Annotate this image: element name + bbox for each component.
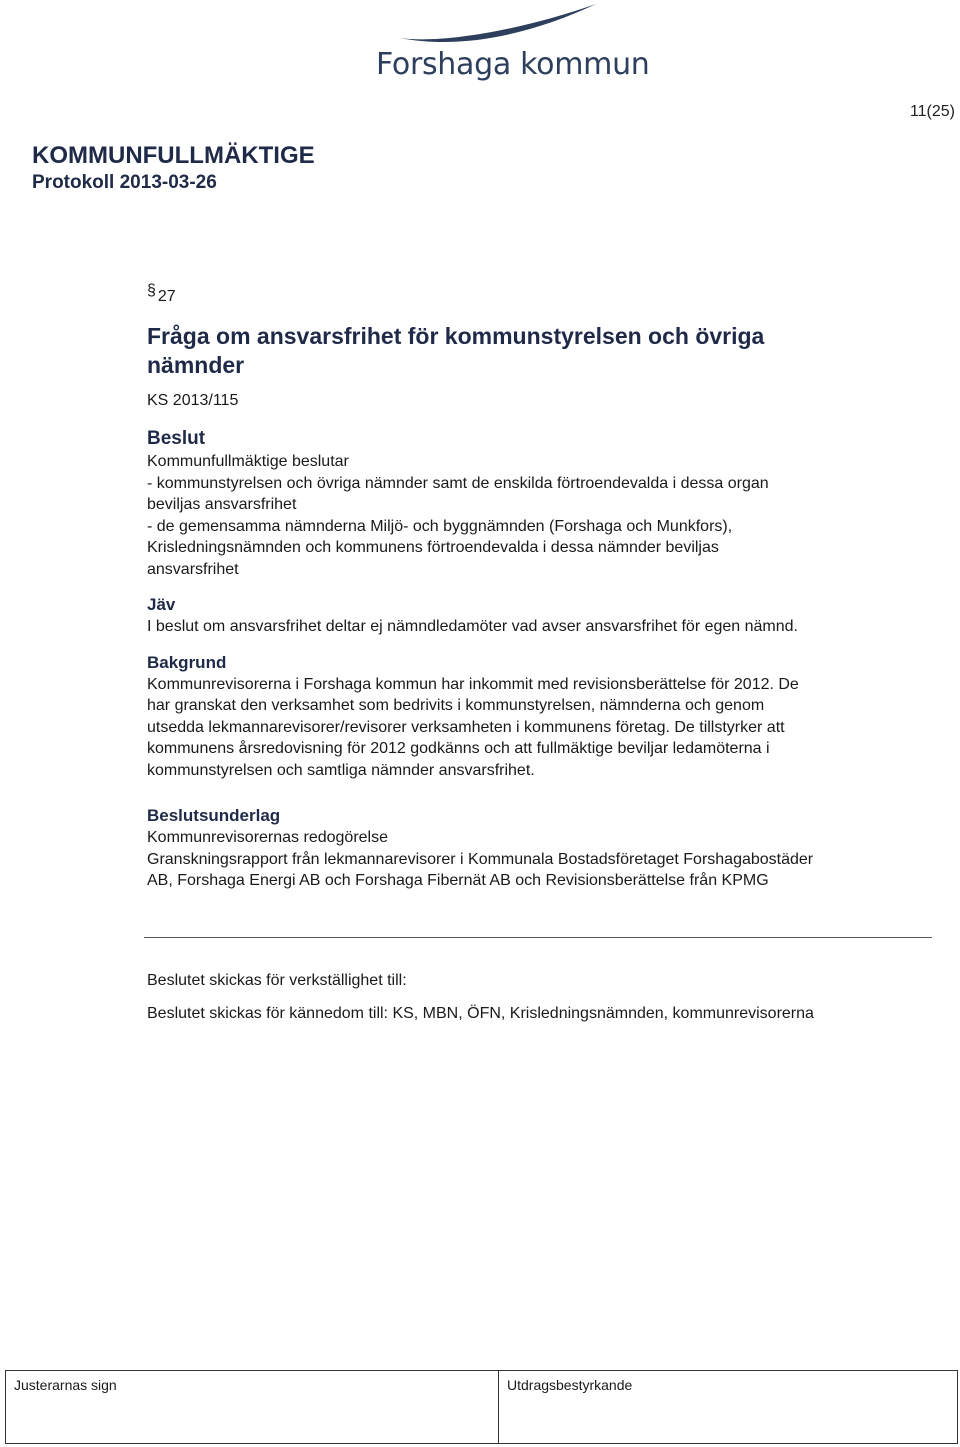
paragraph-number xyxy=(147,280,937,308)
signature-footer xyxy=(5,1370,958,1444)
beslutsunderlag-line: Granskningsrapport från lekmannarevisorer i Kommunala Bostadsföretaget Forshagabostäder xyxy=(147,850,814,868)
bakgrund-section xyxy=(147,652,937,782)
justerarnas-sign-label: Justerarnas sign xyxy=(14,1377,117,1393)
utdragsbestyrkande-cell xyxy=(499,1371,957,1443)
jav-line: I beslut om ansvarsfrihet deltar ej nämndledamöter vad avser ansvarsfrihet för egen nämnd. xyxy=(147,618,798,635)
case-number: KS 2013/115 xyxy=(147,391,239,409)
section-symbol: § xyxy=(147,282,156,299)
paragraph-title-line: nämnder xyxy=(147,351,245,378)
distribution-kannedom: Beslutet skickas för kännedom till: KS, MBN, ÖFN, Krisledningsnämnden, kommunrevisorerna xyxy=(147,1005,814,1022)
jav-section xyxy=(147,594,937,638)
paragraph-number-value: 27 xyxy=(157,288,176,305)
beslutsunderlag-section xyxy=(147,805,937,892)
bakgrund-line: har granskat den verksamhet som bedrivits i kommunstyrelsen, nämnderna och genom xyxy=(147,697,765,714)
logo-text: Forshaga kommun xyxy=(376,47,650,82)
beslut-line: - kommunstyrelsen och övriga nämnder samt de enskilda förtroendevalda i dessa organ xyxy=(147,474,769,492)
beslut-line: Krisledningsnämnden och kommunens förtroendevalda i dessa nämnder beviljas xyxy=(147,539,719,556)
document-subtitle: Protokoll 2013-03-26 xyxy=(32,172,217,193)
beslut-section xyxy=(147,427,937,580)
distribution-verkstallighet: Beslutet skickas för verkställighet till: xyxy=(147,972,407,989)
bakgrund-line: Kommunrevisorerna i Forshaga kommun har inkommit med revisionsberättelse för 2012. De xyxy=(147,675,799,693)
document-title: KOMMUNFULLMÄKTIGE xyxy=(32,142,315,169)
forshaga-logo xyxy=(372,0,650,90)
bakgrund-heading: Bakgrund xyxy=(147,652,227,672)
paragraph-title-line: Fråga om ansvarsfrihet för kommunstyrelsen och övriga xyxy=(147,322,765,349)
beslutsunderlag-line: AB, Forshaga Energi AB och Forshaga Fibernät AB och Revisionsberättelse från KPMG xyxy=(147,872,769,889)
page-number: 11(25) xyxy=(909,103,955,120)
justerarnas-sign-cell xyxy=(6,1371,499,1443)
beslut-heading: Beslut xyxy=(147,428,206,449)
beslutsunderlag-line: Kommunrevisorernas redogörelse xyxy=(147,829,388,846)
bakgrund-line: kommunens årsredovisning för 2012 godkänns och att fullmäktige beviljar ledamöterna i xyxy=(147,740,770,757)
beslut-line: - de gemensamma nämnderna Miljö- och byggnämnden (Forshaga och Munkfors), xyxy=(147,517,733,535)
beslutsunderlag-heading: Beslutsunderlag xyxy=(147,806,281,825)
bakgrund-line: utsedda lekmannarevisorer/revisorer verksamheten i kommunens företag. De tillstyrker att xyxy=(147,718,785,736)
jav-heading: Jäv xyxy=(147,595,176,614)
utdragsbestyrkande-label: Utdragsbestyrkande xyxy=(507,1377,633,1393)
beslut-line: ansvarsfrihet xyxy=(147,560,239,578)
beslut-line: Kommunfullmäktige beslutar xyxy=(147,453,349,470)
beslut-line: beviljas ansvarsfrihet xyxy=(147,496,297,513)
separator-line xyxy=(144,937,932,938)
paragraph-title xyxy=(147,322,937,380)
document-body xyxy=(147,280,937,906)
bakgrund-line: kommunstyrelsen och samtliga nämnder ansvarsfrihet. xyxy=(147,761,535,779)
